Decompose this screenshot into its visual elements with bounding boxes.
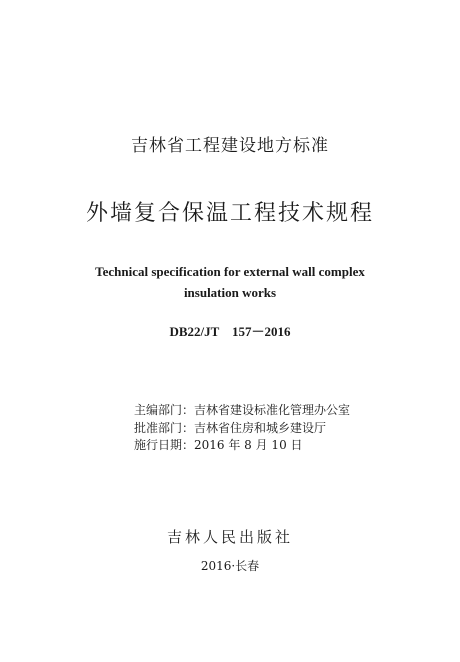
publication-place-year: 2016·长春 (200, 559, 260, 573)
publisher-name: 吉林人民出版社 (166, 528, 293, 546)
standard-code: DB22/JT 157－2016 (169, 324, 291, 339)
effective-date: 施行日期：2016 年 8 月 10 日 (134, 438, 303, 452)
document-title-chinese: 外墙复合保温工程技术规程 (85, 201, 374, 226)
document-title-english-line-2: insulation works (183, 285, 277, 300)
document-title-english-line-1: Technical specification for external wall complex (95, 264, 365, 279)
editor-department: 主编部门：吉林省建设标准化管理办公室 (134, 403, 351, 417)
standard-series-title: 吉林省工程建设地方标准 (131, 136, 329, 156)
approver-department: 批准部门：吉林省住房和城乡建设厅 (134, 421, 327, 435)
